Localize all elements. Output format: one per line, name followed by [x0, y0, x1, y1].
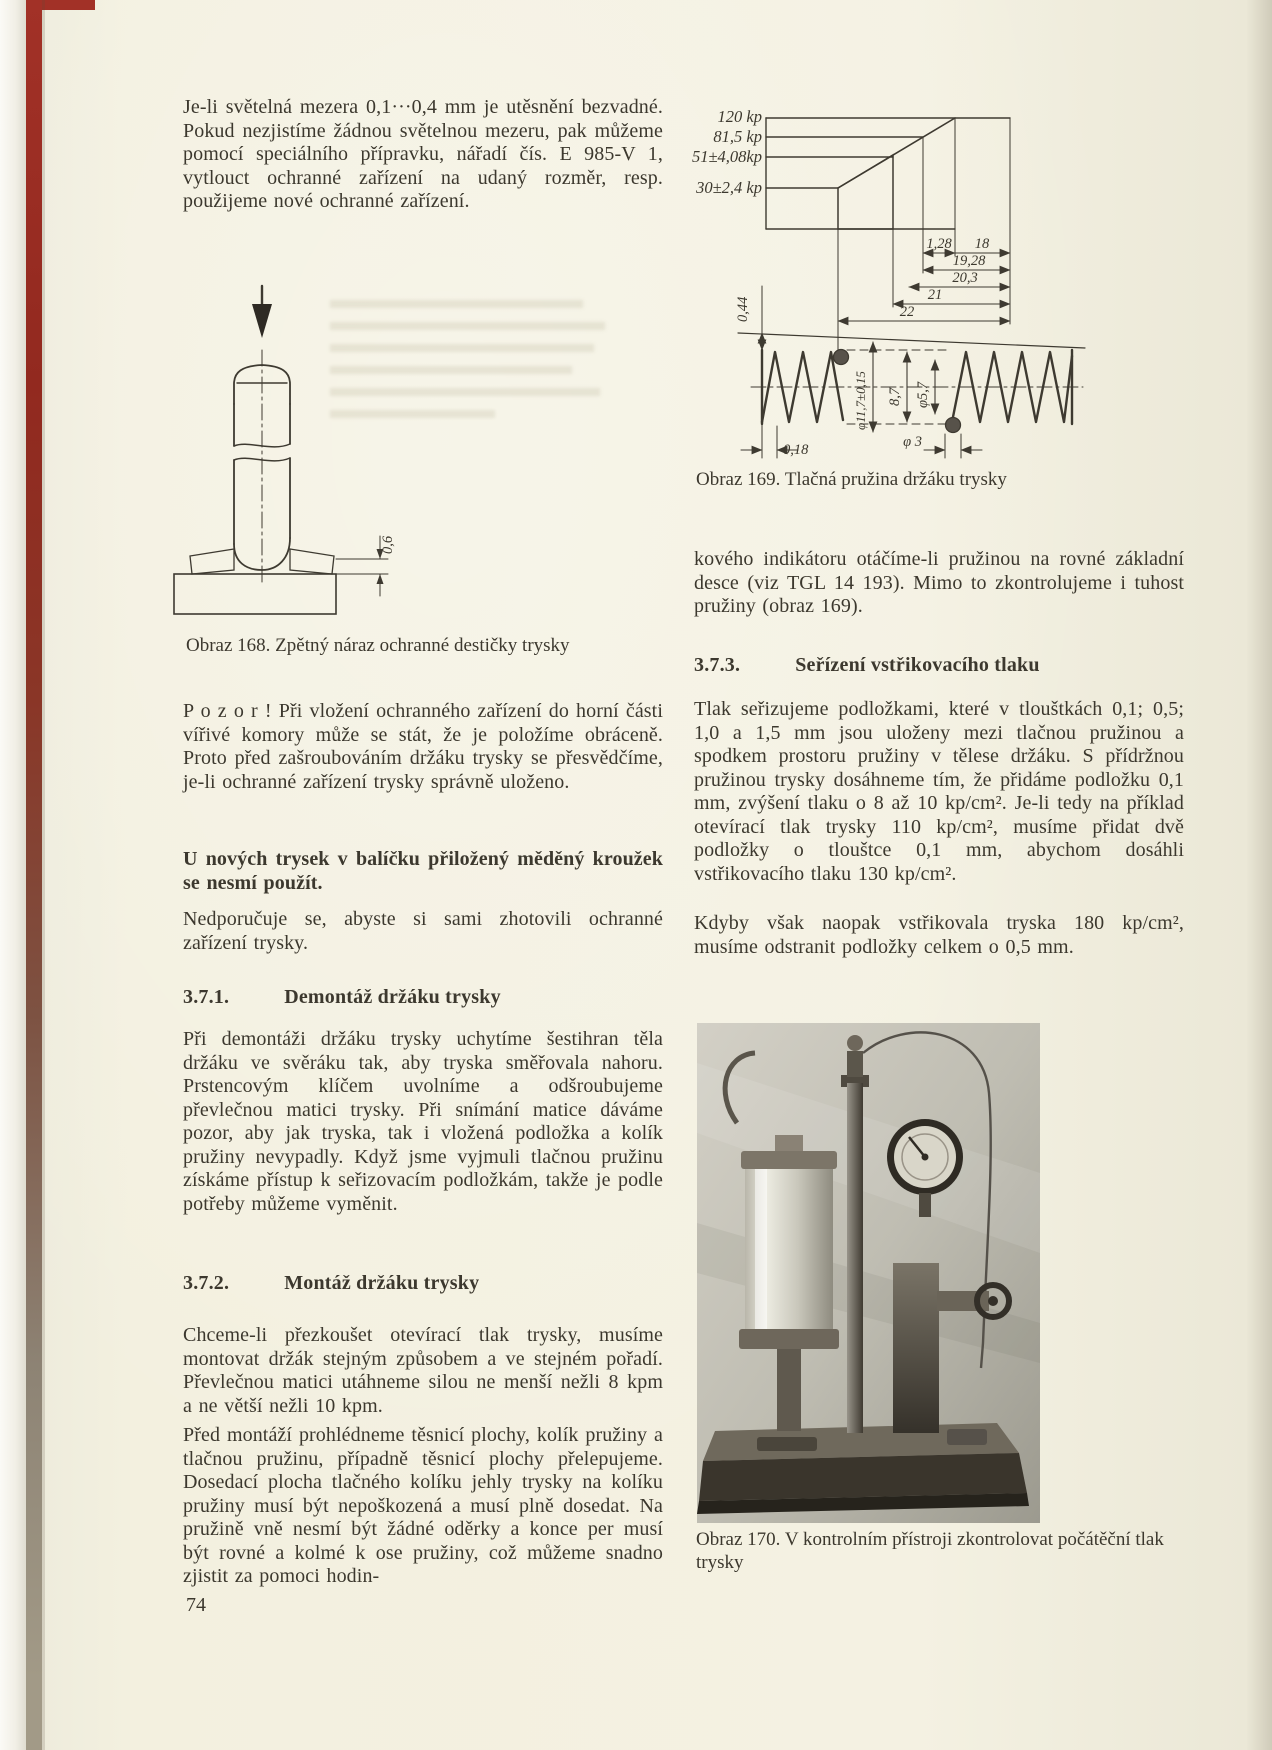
top-fitting-knob	[847, 1035, 863, 1051]
paragraph-372a: Chceme-li přezkoušet otevírací tlak trysky, musíme montovat držák stejným způsobem a ve stejném pořadí. Převlečnou matici utáhneme silou ne menší nežli 8 kpm a ne větší nežli 10 kpm.	[183, 1324, 663, 1417]
section-372-number: 3.7.2.	[183, 1272, 230, 1294]
working-range-hatched	[838, 155, 893, 229]
gap-dimension-label: 0,6	[380, 535, 396, 554]
figure-170-photo	[697, 1023, 1040, 1523]
protective-plate-right	[290, 549, 334, 574]
base-plate-front	[699, 1453, 1027, 1501]
section-371-title: Demontáž držáku trysky	[284, 986, 501, 1008]
intro-paragraph: Je-li světelná mezera 0,1···0,4 mm je utěsnění bezvadné. Pokud nezjistíme žádnou světelnou mezeru, pak můžeme pomocí speciálního přípravku, nářadí čís. E 985-V 1, vytlouct ochranné zařízení na udaný rozměr, resp. použijeme nové ochranné zařízení.	[183, 96, 663, 212]
dim-87: 8,7	[887, 387, 903, 406]
figure-168-drawing	[160, 272, 410, 620]
dim-1928: 19,28	[952, 253, 986, 269]
pozor-paragraph: P o z o r ! Při vložení ochranného zařízení do horní části vířivé komory může se stát, že je položíme obráceně. Proto před zašroubováním držáku trysky se přesvědčíme, je-li ochranné zařízení trysky správně uloženo.	[183, 700, 663, 793]
page-number: 74	[186, 1594, 206, 1616]
force-label-120: 120 kp	[717, 107, 762, 126]
paragraph-373a: Tlak seřizujeme podložkami, které v tlouštkách 0,1; 0,5; 1,0 a 1,5 mm jsou uloženy mezi tlačnou pružinou a spodkem prostoru pružiny v tělese držáku. S přídržnou pružinou trysky dosáhneme tím, že přidáme podložku 0,1 mm, zvýšení tlaku o 8 až 10 kp/cm². Je-li tedy na příklad otevírací tlak trysky 110 kp/cm², musíme přidat dvě podložky o tlouštce 0,1 mm, abychom dosáhli vstřikovacího tlaku 130 kp/cm².	[694, 698, 1184, 885]
warning-bold-paragraph: U nových trysek v balíčku přiložený měděný kroužek se nesmí použít.	[183, 848, 663, 894]
wire-section-top	[834, 350, 849, 365]
figure-168-caption: Obraz 168. Zpětný náraz ochranné destičky trysky	[186, 635, 570, 656]
figure-169-caption: Obraz 169. Tlačná pružina držáku trysky	[696, 469, 1007, 490]
dim-203: 20,3	[952, 270, 978, 286]
dim-128: 1,28	[926, 236, 952, 252]
impact-arrow-head	[252, 304, 272, 338]
dim-22: 22	[899, 304, 915, 320]
dim-phi3: φ 3	[903, 434, 922, 450]
book-cover-sliver	[40, 0, 95, 10]
cylinder-cap	[741, 1151, 837, 1169]
cylinder-flange	[739, 1329, 839, 1349]
section-371-number: 3.7.1.	[183, 986, 230, 1008]
section-371-heading	[183, 986, 501, 1009]
section-372-heading	[183, 1272, 479, 1295]
dim-21: 21	[927, 287, 943, 303]
wire-section-bottom	[946, 418, 961, 433]
scan-edge-left	[0, 0, 26, 1750]
section-373-heading	[694, 654, 1040, 677]
scan-shadow-right	[1246, 0, 1272, 1750]
dim-phi57: φ5,7	[915, 381, 931, 408]
force-label-815: 81,5 kp	[713, 127, 762, 146]
dim-phi117: φ11,7±0,15	[853, 371, 868, 430]
force-label-30: 30±2,4 kp	[696, 178, 762, 197]
page-fold-line	[42, 0, 45, 1750]
valve-body	[893, 1263, 939, 1433]
dim-18: 18	[974, 236, 990, 252]
gauge-stem	[919, 1193, 931, 1217]
figure-169-drawing	[625, 90, 1190, 475]
section-373-title: Seřízení vstřikovacího tlaku	[795, 654, 1040, 676]
protective-plate-left	[190, 549, 234, 574]
base-block	[174, 574, 336, 614]
note-paragraph: Nedporučuje se, abyste si sami zhotovili ochranné zařízení trysky.	[183, 908, 663, 954]
pump-column	[847, 1083, 863, 1433]
paragraph-373b: Kdyby však naopak vstřikovala tryska 180 kp/cm², musíme odstranit podložky celkem o 0,5 mm.	[694, 912, 1184, 958]
section-373-number: 3.7.3.	[694, 654, 741, 676]
paragraph-372b: Před montáží prohlédneme těsnicí plochy, kolík pružiny a tlačnou pružinu, případně těsnicí plochy přelepujeme. Dosedací plocha tlačného kolíku jehly trysky na kolíku pružiny musí být nepoškozená a musí plně dosedat. Na pružině vně nesmí být žádné oděrky a konce per musí být rovné a kolmé k ose pružiny, což můžeme snadno zjistit za pomoci hodin-	[183, 1424, 663, 1587]
continuation-paragraph: kového indikátoru otáčíme-li pružinou na rovné základní desce (viz TGL 14 193). Mimo to zkontrolujeme i tuhost pružiny (obraz 169).	[694, 548, 1184, 617]
cylinder-stand	[777, 1349, 801, 1431]
dim-018: 0,18	[783, 442, 809, 458]
figure-170-caption: Obraz 170. V kontrolním přístroji zkontrolovat počátěční tlak trysky	[696, 1529, 1164, 1573]
dim-044: 0,44	[735, 296, 751, 322]
section-372-title: Montáž držáku trysky	[284, 1272, 480, 1294]
paragraph-371: Při demontáži držáku trysky uchytíme šestihran těla držáku ve svěráku tak, aby tryska směřovala nahoru. Prstencovým klíčem uvolníme a odšroubujeme převlečnou matici trysky. Při snímání matice dáváme pozor, aby jak tryska, tak i vložená podložka a kolík pružiny nevypadly. Když jsme vyjmuli tlačnou pružinu získáme přístup k seřizovacím podložkám, takže je podle potřeby můžeme vyměnit.	[183, 1028, 663, 1215]
force-label-51: 51±4,08kp	[691, 147, 762, 166]
book-binding-edge	[26, 0, 42, 1750]
